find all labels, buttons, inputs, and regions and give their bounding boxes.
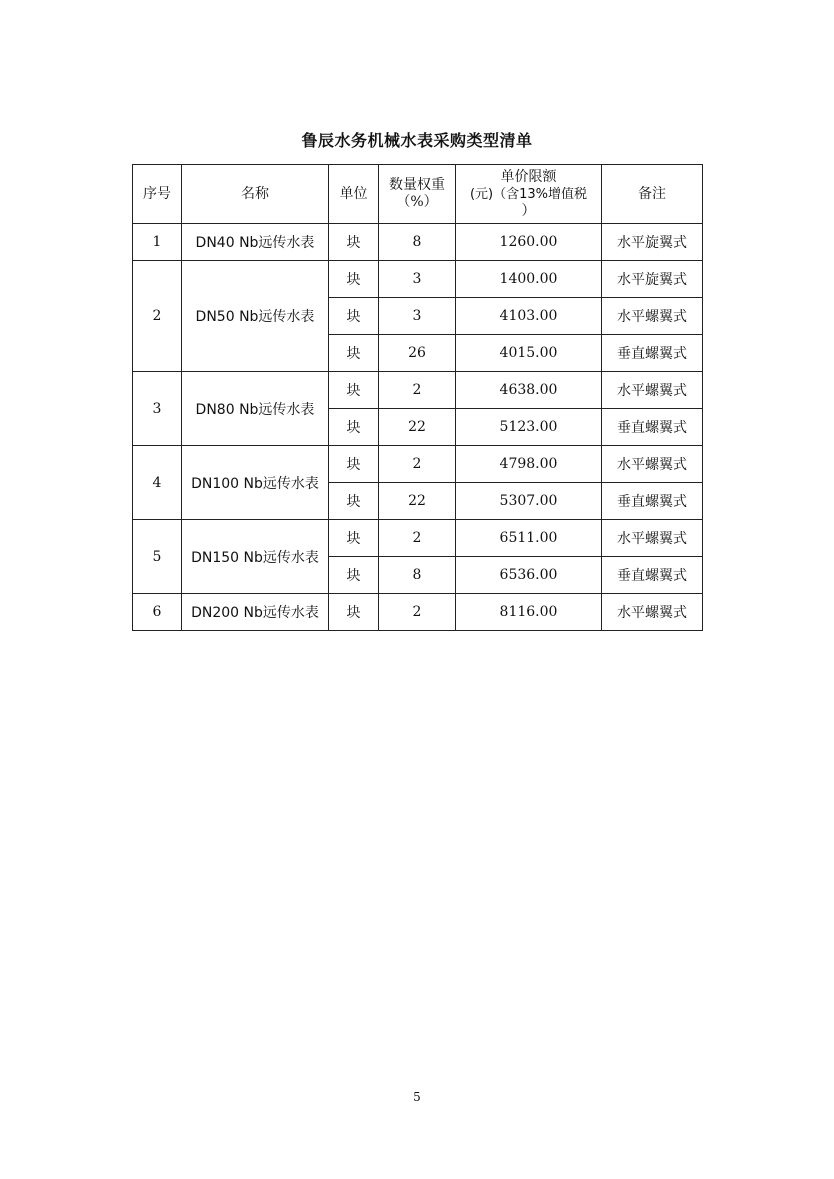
- remark-cell: 水平螺翼式: [602, 594, 703, 631]
- unit-cell: 块: [329, 298, 379, 335]
- header-price-line2: (元)（含13%增值税: [469, 186, 588, 202]
- unit-cell: 块: [329, 483, 379, 520]
- weight-cell: 2: [379, 446, 456, 483]
- header-price-line1: 单价限额: [500, 168, 557, 185]
- header-name: 名称: [182, 165, 329, 224]
- table-row: [133, 224, 703, 261]
- unit-cell: 块: [329, 446, 379, 483]
- unit-cell: 块: [329, 261, 379, 298]
- header-remark: 备注: [602, 165, 703, 224]
- weight-cell: 8: [379, 224, 456, 261]
- unit-cell: 块: [329, 520, 379, 557]
- remark-cell: 垂直螺翼式: [602, 483, 703, 520]
- name-cell: DN50 Nb远传水表: [182, 261, 329, 372]
- weight-cell: 2: [379, 372, 456, 409]
- unit-cell: 块: [329, 557, 379, 594]
- table-row: [133, 446, 703, 483]
- unit-cell: 块: [329, 372, 379, 409]
- remark-cell: 水平螺翼式: [602, 372, 703, 409]
- remark-cell: 水平旋翼式: [602, 261, 703, 298]
- table-header-row: [133, 165, 703, 224]
- unit-cell: 块: [329, 409, 379, 446]
- table-row: [133, 261, 703, 298]
- price-cell: 5307.00: [456, 483, 602, 520]
- price-cell: 6536.00: [456, 557, 602, 594]
- seq-cell: 2: [133, 261, 182, 372]
- header-price-line3: ）: [521, 202, 536, 219]
- price-cell: 5123.00: [456, 409, 602, 446]
- price-cell: 6511.00: [456, 520, 602, 557]
- remark-cell: 水平螺翼式: [602, 298, 703, 335]
- header-seq: 序号: [133, 165, 182, 224]
- water-meter-table: [132, 164, 703, 631]
- unit-cell: 块: [329, 335, 379, 372]
- seq-cell: 5: [133, 520, 182, 594]
- price-cell: 4015.00: [456, 335, 602, 372]
- seq-cell: 1: [133, 224, 182, 261]
- weight-cell: 8: [379, 557, 456, 594]
- remark-cell: 水平螺翼式: [602, 446, 703, 483]
- weight-cell: 22: [379, 409, 456, 446]
- price-cell: 4798.00: [456, 446, 602, 483]
- weight-cell: 2: [379, 520, 456, 557]
- table-row: [133, 594, 703, 631]
- weight-cell: 26: [379, 335, 456, 372]
- price-cell: 4638.00: [456, 372, 602, 409]
- document-title: 鲁辰水务机械水表采购类型清单: [301, 131, 533, 150]
- remark-cell: 垂直螺翼式: [602, 335, 703, 372]
- remark-cell: 垂直螺翼式: [602, 409, 703, 446]
- price-cell: 1400.00: [456, 261, 602, 298]
- weight-cell: 22: [379, 483, 456, 520]
- name-cell: DN150 Nb远传水表: [182, 520, 329, 594]
- weight-cell: 3: [379, 298, 456, 335]
- page-number: 5: [413, 1090, 421, 1104]
- table-row: [133, 520, 703, 557]
- weight-cell: 2: [379, 594, 456, 631]
- header-unit: 单位: [329, 165, 379, 224]
- table-row: [133, 372, 703, 409]
- unit-cell: 块: [329, 224, 379, 261]
- unit-cell: 块: [329, 594, 379, 631]
- header-price: [456, 165, 602, 224]
- price-cell: 8116.00: [456, 594, 602, 631]
- header-weight: [379, 165, 456, 224]
- price-cell: 4103.00: [456, 298, 602, 335]
- remark-cell: 水平螺翼式: [602, 520, 703, 557]
- price-cell: 1260.00: [456, 224, 602, 261]
- seq-cell: 6: [133, 594, 182, 631]
- seq-cell: 4: [133, 446, 182, 520]
- seq-cell: 3: [133, 372, 182, 446]
- remark-cell: 垂直螺翼式: [602, 557, 703, 594]
- name-cell: DN200 Nb远传水表: [182, 594, 329, 631]
- header-weight-line2: （%）: [396, 194, 438, 210]
- name-cell: DN80 Nb远传水表: [182, 372, 329, 446]
- weight-cell: 3: [379, 261, 456, 298]
- header-weight-line1: 数量权重: [389, 177, 445, 193]
- remark-cell: 水平旋翼式: [602, 224, 703, 261]
- name-cell: DN100 Nb远传水表: [182, 446, 329, 520]
- name-cell: DN40 Nb远传水表: [182, 224, 329, 261]
